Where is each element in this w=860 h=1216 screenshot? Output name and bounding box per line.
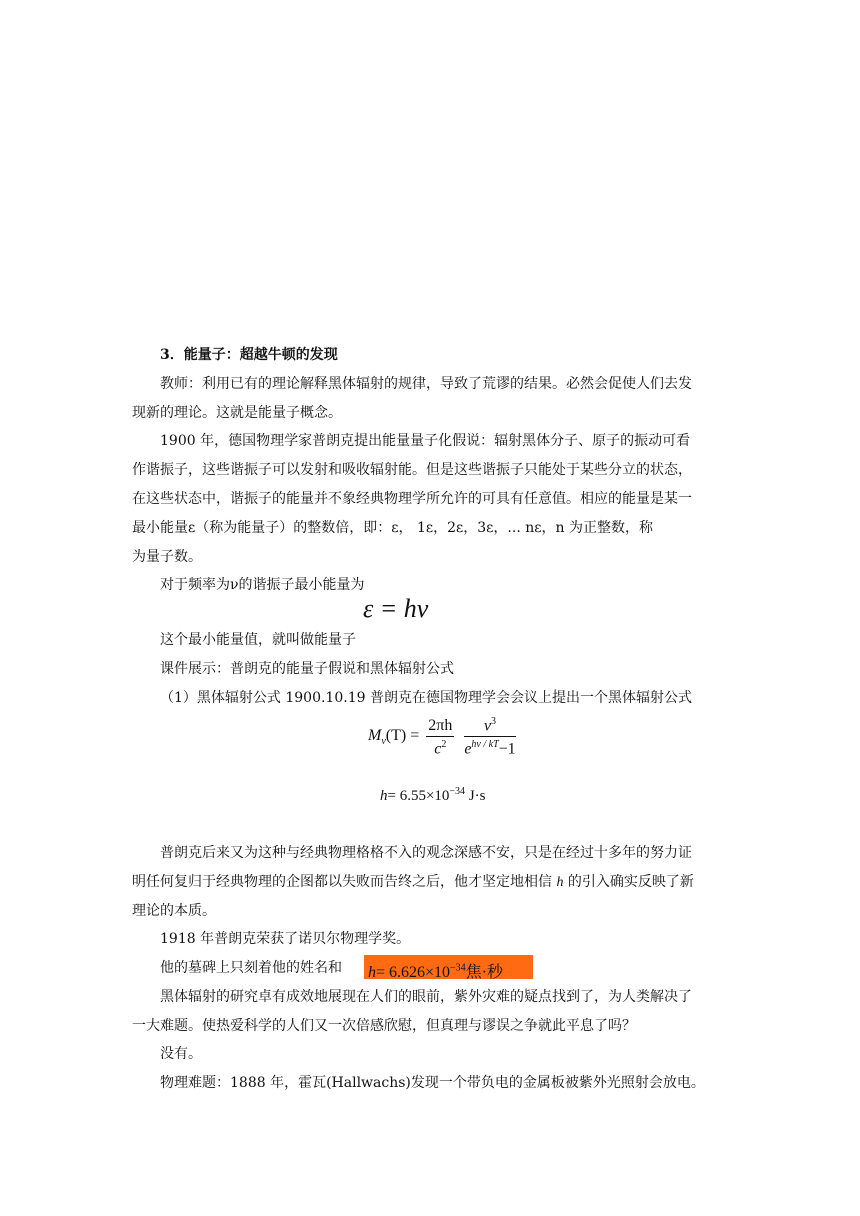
paragraph-line: 课件展示：普朗克的能量子假说和黑体辐射公式 — [160, 661, 454, 677]
paragraph-line: 现新的理论。这就是能量子概念。 — [132, 405, 342, 421]
planck-constant-value: $h= 6.55\times 10^{-34}$ J·s — [380, 786, 486, 804]
paragraph-line: 理论的本质。 — [132, 903, 216, 919]
paragraph-line: 黑体辐射的研究卓有成效地展现在人们的眼前，紫外灾难的疑点找到了，为人类解决了 — [160, 989, 692, 1005]
paragraph-line: 作谐振子，这些谐振子可以发射和吸收辐射能。但是这些谐振子只能处于某些分立的状态， — [132, 462, 692, 478]
paragraph-line: （1）黑体辐射公式 1900.10.19 普朗克在德国物理学会会议上提出一个黑体辐射公式 — [160, 690, 692, 706]
paragraph-line: 普朗克后来又为这种与经典物理格格不入的观念深感不安，只是在经过十多年的努力证 — [160, 845, 692, 861]
paragraph-line: 最小能量ε（称为能量子）的整数倍，即：ε， 1ε，2ε，3ε，... nε，n 为正整数，称 — [132, 520, 653, 536]
paragraph-line: 1900 年，德国物理学家普朗克提出能量量子化假说：辐射黑体分子、原子的振动可看 — [160, 433, 691, 449]
paragraph-line: 对于频率为ν的谐振子最小能量为 — [160, 577, 365, 593]
section-heading: 3．能量子：超越牛顿的发现 — [160, 347, 338, 363]
paragraph-line: 明任何复归于经典物理的企图都以失败而告终之后，他才坚定地相信 h 的引入确实反映了新 — [132, 874, 694, 890]
paragraph-line: 物理难题：1888 年，霍瓦(Hallwachs)发现一个带负电的金属板被紫外光照射会放电。 — [160, 1075, 705, 1091]
energy-quantum-equation: ε = hν — [363, 594, 429, 623]
paragraph-line: 没有。 — [160, 1046, 202, 1062]
planck-radiation-formula: $M_\nu(T)$ = $\frac{2\pi h}{c^2}$ $\frac{\nu^3}{e^{h\nu / kT}-1}$ — [368, 716, 516, 758]
paragraph-line: 1918 年普朗克荣获了诺贝尔物理学奖。 — [160, 931, 411, 947]
paragraph-line: 教师：利用已有的理论解释黑体辐射的规律，导致了荒谬的结果。必然会促使人们去发 — [160, 376, 692, 392]
paragraph-line: 这个最小能量值，就叫做能量子 — [160, 632, 356, 648]
paragraph-line: 在这些状态中，谐振子的能量并不象经典物理学所允许的可具有任意值。相应的能量是某一 — [132, 491, 692, 507]
paragraph-line: 他的墓碑上只刻着他的姓名和 — [160, 960, 342, 976]
fraction-spectral: $\frac{\nu^3}{e^{h\nu / kT}-1}$ — [464, 716, 516, 758]
fraction-prefactor: $\frac{2\pi h}{c^2}$ — [428, 716, 453, 757]
tomb-formula: $h= 6.626\times 10^{-34}$焦·秒 — [368, 962, 504, 981]
paragraph-line: 为量子数。 — [132, 549, 202, 565]
paragraph-line: 一大难题。使热爱科学的人们又一次倍感欣慰，但真理与谬误之争就此平息了吗？ — [132, 1018, 636, 1034]
